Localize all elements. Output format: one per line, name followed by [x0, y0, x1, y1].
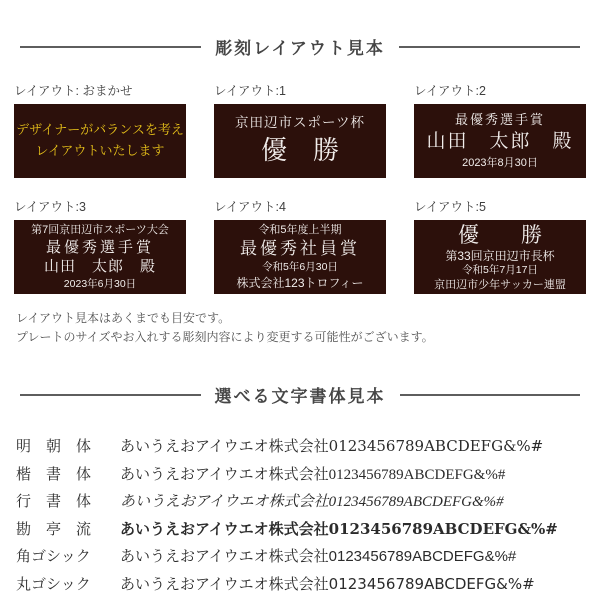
plate-line: 最優秀社員賞	[240, 238, 360, 258]
layout-cell-2	[414, 81, 586, 178]
plate-line: 山田 太郎 殿	[43, 258, 156, 276]
engraving-plate	[214, 220, 386, 294]
section-title-font-samples: 選べる文字書体見本	[214, 387, 386, 407]
plate-line: 令和5年度上半期	[258, 223, 342, 236]
plate-line: 京田辺市スポーツ杯	[235, 114, 365, 130]
plate-line: 優 勝	[260, 135, 339, 166]
layout-sample-grid	[14, 81, 586, 294]
engraving-plate	[14, 104, 186, 178]
font-style-label: 行 書 体	[16, 493, 92, 511]
font-sample-text: あいうえおアイウエオ株式会社0123456789ABCDEFG&%#	[120, 574, 535, 593]
layout-label: レイアウト:3	[14, 200, 86, 214]
plate-line: 2023年8月30日	[462, 156, 538, 169]
divider-line-left	[20, 46, 201, 48]
layout-note-line: レイアウト見本はあくまでも目安です。	[16, 311, 231, 325]
divider-line-right	[399, 46, 580, 48]
font-style-label: 角ゴシック	[16, 548, 91, 566]
plate-line: 最優秀選手賞	[45, 238, 154, 256]
font-row-mincho	[16, 435, 586, 463]
font-row-kaisho	[16, 463, 586, 491]
engraving-plate	[14, 220, 186, 294]
engraving-plate	[414, 220, 586, 294]
layout-cell-1	[214, 81, 386, 178]
font-sample-table	[14, 435, 586, 600]
layout-cell-3	[14, 197, 186, 294]
font-sample-text: あいうえおアイウエオ株式会社0123456789ABCDEFG&%#	[120, 548, 517, 566]
divider-line-right	[400, 394, 581, 396]
plate-line: 2023年6月30日	[63, 277, 137, 290]
font-style-label: 丸ゴシック	[16, 575, 91, 593]
font-row-gyosho	[16, 490, 586, 518]
section-header-layout-samples	[20, 34, 580, 59]
font-style-label: 明 朝 体	[16, 438, 92, 456]
layout-cell-4	[214, 197, 386, 294]
engraving-plate	[414, 104, 586, 178]
plate-line: 令和5年7月17日	[462, 264, 538, 277]
engraving-plate	[214, 104, 386, 178]
layout-label: レイアウト:2	[414, 84, 486, 98]
plate-line: 最優秀選手賞	[454, 112, 545, 128]
layout-note	[14, 309, 586, 346]
plate-line: 第7回京田辺市スポーツ大会	[31, 223, 169, 236]
plate-line: 第33回京田辺市長杯	[445, 248, 555, 263]
layout-cell-5	[414, 197, 586, 294]
plate-line: デザイナーがバランスを考え	[16, 122, 184, 138]
layout-note-line: プレートのサイズやお入れする彫刻内容により変更する可能性がございます。	[16, 329, 434, 344]
layout-cell-omakase	[14, 81, 186, 178]
section-title-layout-samples: 彫刻レイアウト見本	[215, 39, 385, 58]
layout-label: レイアウト: おまかせ	[14, 84, 133, 98]
layout-label: レイアウト:1	[214, 84, 286, 98]
divider-line-left	[20, 394, 201, 396]
font-style-label: 楷 書 体	[16, 465, 92, 483]
font-row-kaku-gothic	[16, 545, 586, 573]
font-row-maru-gothic	[16, 573, 586, 600]
font-row-kanteiryu	[16, 518, 586, 546]
plate-line: 山田 太郎 殿	[426, 130, 574, 152]
plate-line: 京田辺市少年サッカー連盟	[434, 279, 566, 292]
font-sample-text: あいうえおアイウエオ株式会社0123456789ABCDEFG&%#	[120, 519, 558, 538]
font-sample-text: あいうえおアイウエオ株式会社0123456789ABCDEFG&%#	[120, 494, 504, 511]
plate-line: 株式会社123トロフィー	[236, 275, 364, 290]
plate-line: 優 勝	[458, 223, 542, 247]
font-style-label: 勘 亭 流	[16, 520, 92, 538]
layout-label: レイアウト:5	[414, 200, 486, 214]
font-sample-text: あいうえおアイウエオ株式会社0123456789ABCDEFG&%#	[120, 437, 544, 456]
plate-line: レイアウトいたします	[35, 143, 165, 158]
font-sample-text: あいうえおアイウエオ株式会社0123456789ABCDEFG&%#	[120, 466, 506, 483]
plate-line: 令和5年6月30日	[262, 261, 338, 274]
section-header-font-samples	[20, 382, 580, 407]
layout-label: レイアウト:4	[214, 200, 286, 214]
